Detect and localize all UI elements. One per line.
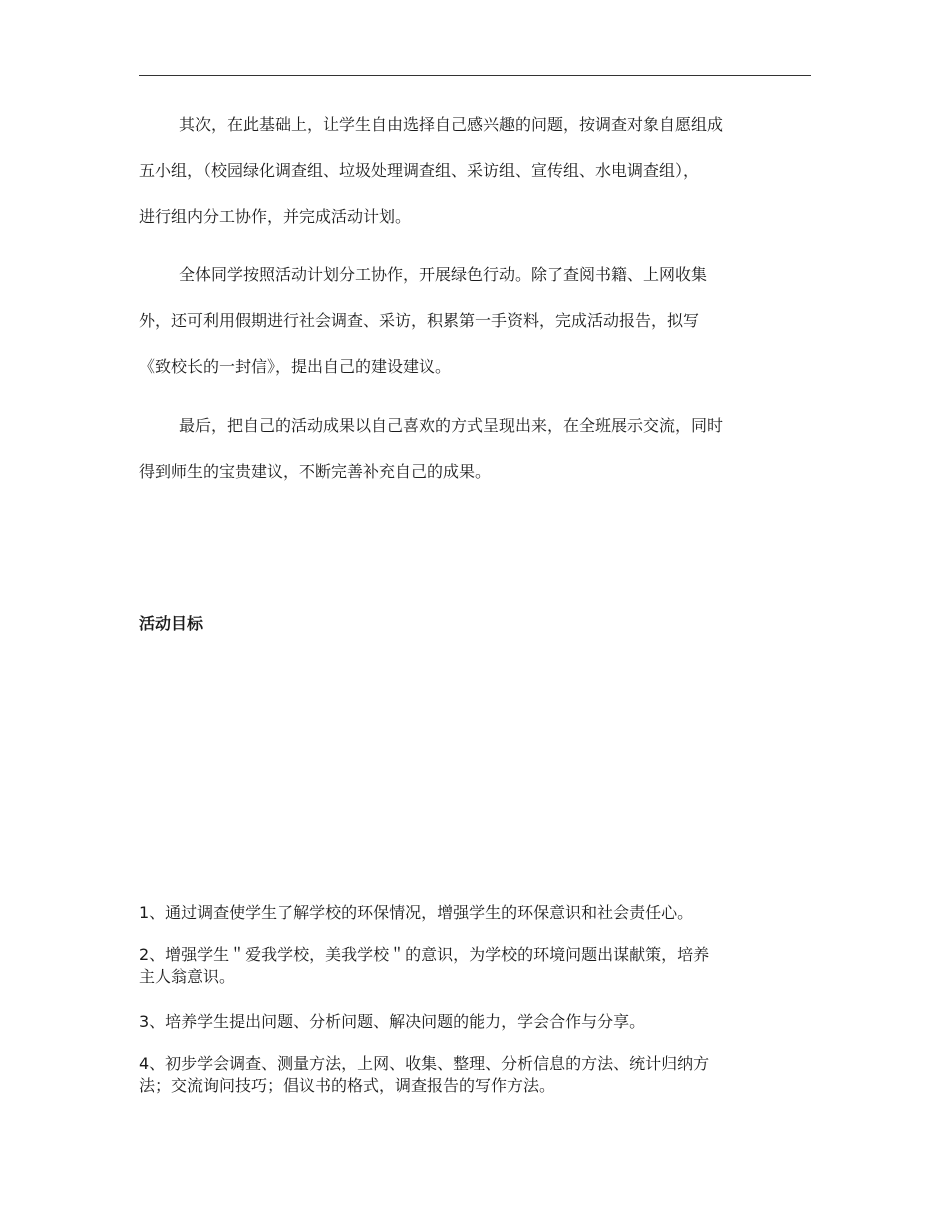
goal-line: 4、初步学会调查、测量方法，上网、收集、整理、分析信息的方法、统计归纳方 — [139, 1054, 710, 1073]
paragraph-grouping — [139, 102, 779, 240]
paragraph-line: 五小组，（校园绿化调查组、垃圾处理调查组、采访组、宣传组、水电调查组）， — [139, 161, 700, 180]
paragraph-line: 进行组内分工协作，并完成活动计划。 — [139, 207, 412, 226]
paragraph-results — [139, 403, 779, 495]
goal-line: 2、增强学生＂爱我学校，美我学校＂的意识，为学校的环境问题出谋献策，培养 — [139, 945, 710, 964]
goal-item — [139, 902, 779, 924]
header-rule — [139, 75, 811, 76]
goal-line: 1、通过调查使学生了解学校的环保情况，增强学生的环保意识和社会责任心。 — [139, 903, 694, 922]
paragraph-line: 全体同学按照活动计划分工协作，开展绿色行动。除了查阅书籍、上网收集 — [179, 265, 708, 284]
paragraph-line: 《致校长的一封信》，提出自己的建设建议。 — [139, 357, 452, 376]
goal-line: 法；交流询问技巧；倡议书的格式，调查报告的写作方法。 — [139, 1076, 556, 1095]
goal-line: 主人翁意识。 — [139, 967, 236, 986]
goal-item — [139, 1011, 779, 1033]
paragraph-green-action — [139, 252, 779, 390]
paragraph-line: 其次，在此基础上，让学生自由选择自己感兴趣的问题，按调查对象自愿组成 — [179, 115, 724, 134]
goal-line: 3、培养学生提出问题、分析问题、解决问题的能力，学会合作与分享。 — [139, 1012, 646, 1031]
paragraph-line: 得到师生的宝贵建议，不断完善补充自己的成果。 — [139, 462, 492, 481]
paragraph-line: 外，还可利用假期进行社会调查、采访，积累第一手资料，完成活动报告，拟写 — [139, 311, 700, 330]
section-heading: 活动目标 — [139, 614, 204, 633]
goal-item — [139, 944, 779, 988]
paragraph-line: 最后，把自己的活动成果以自己喜欢的方式呈现出来，在全班展示交流，同时 — [179, 416, 724, 435]
goal-item — [139, 1053, 779, 1097]
